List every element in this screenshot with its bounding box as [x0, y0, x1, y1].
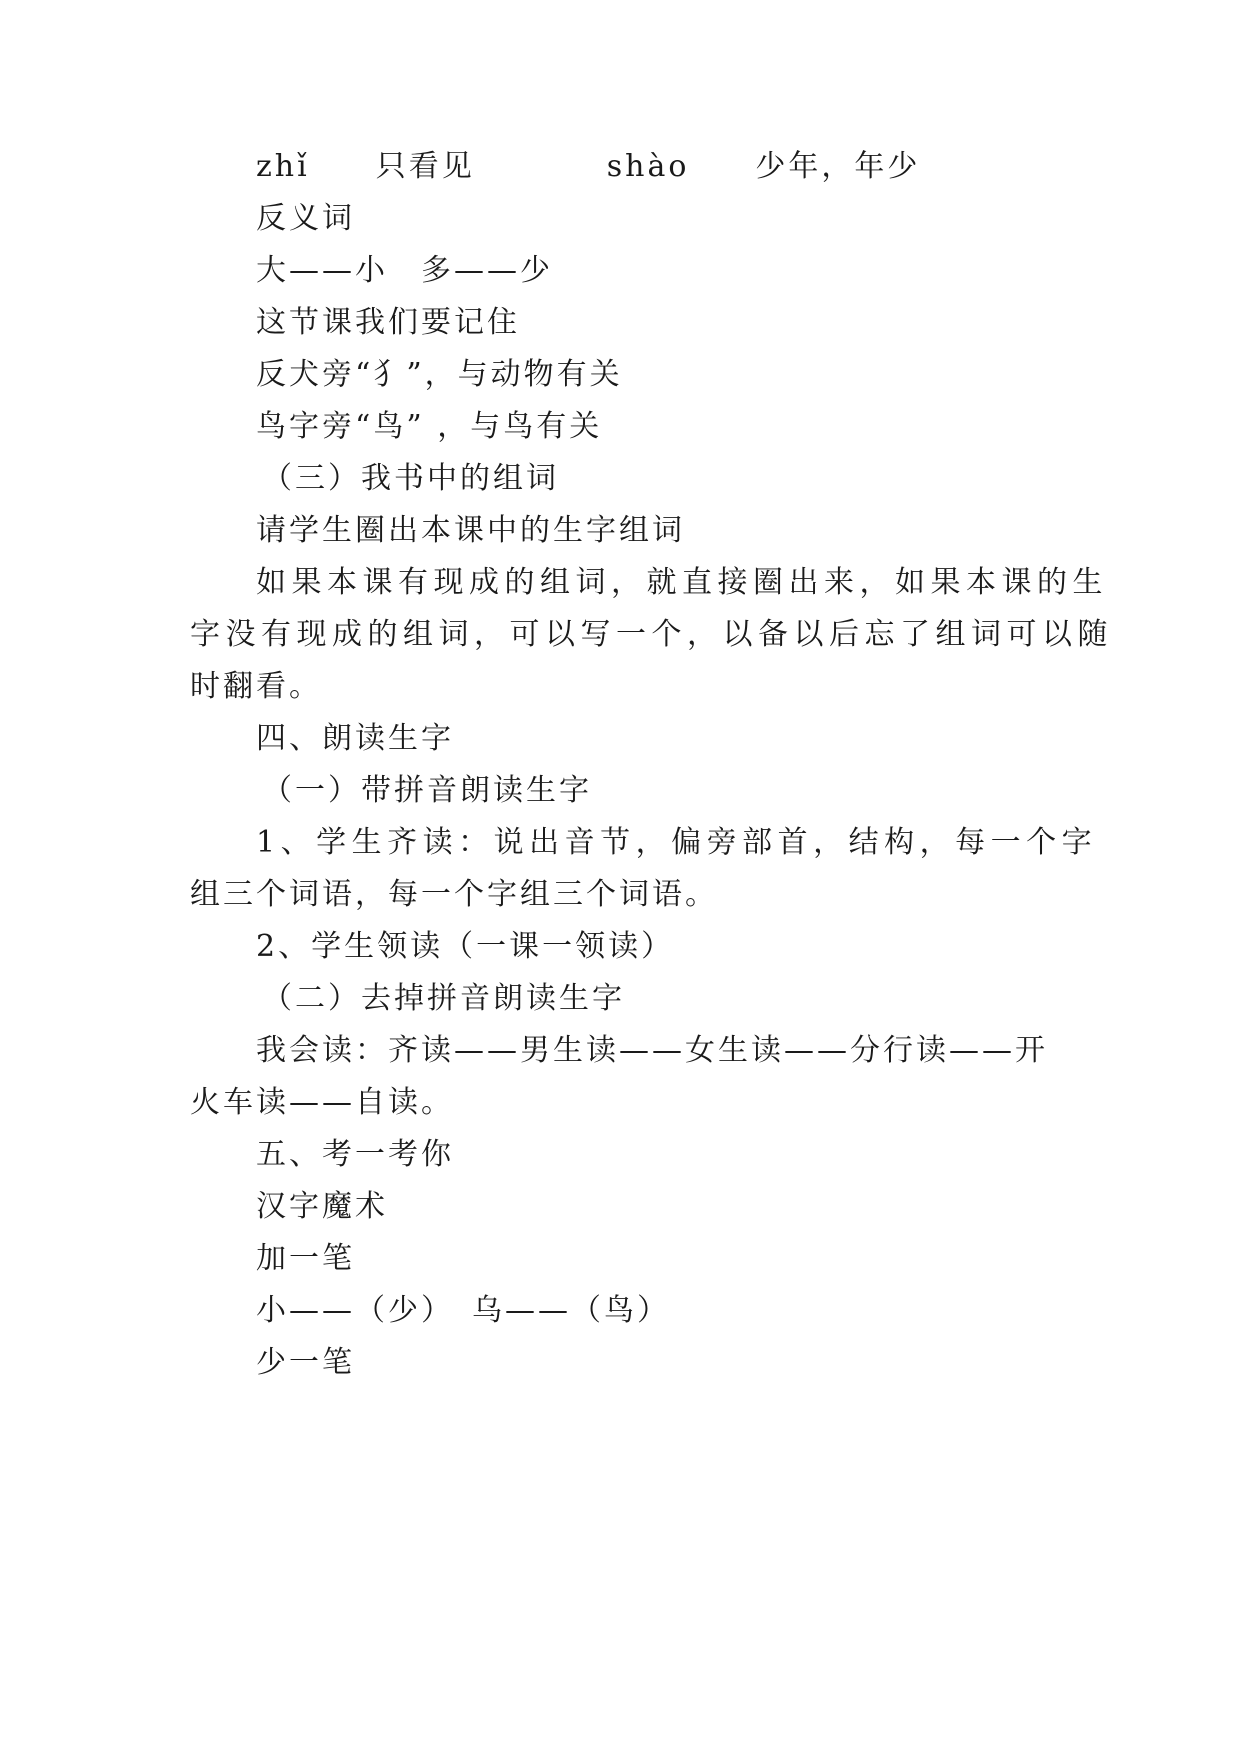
- paragraph-line: 这节课我们要记住: [256, 305, 520, 340]
- paragraph-line: 2、学生领读（一课一领读）: [256, 929, 675, 964]
- section-heading: （一）带拼音朗读生字: [262, 773, 592, 808]
- section-heading: （二）去掉拼音朗读生字: [262, 981, 625, 1016]
- paragraph-line: 时翻看。: [190, 669, 322, 704]
- paragraph-line: 我会读：齐读——男生读——女生读——分行读——开: [256, 1033, 1048, 1068]
- paragraph-line: 如果本课有现成的组词，就直接圈出来，如果本课的生: [256, 565, 1108, 600]
- radical-line-bird: 鸟字旁“鸟” ，与鸟有关: [256, 409, 603, 444]
- radical-line-dog: 反犬旁“犭”，与动物有关: [256, 357, 623, 392]
- paragraph-line: 字没有现成的组词，可以写一个，以备以后忘了组词可以随: [190, 617, 1113, 652]
- section-heading: （三）我书中的组词: [262, 461, 559, 496]
- paragraph-line: 少一笔: [256, 1345, 355, 1380]
- paragraph-line: 加一笔: [256, 1241, 355, 1276]
- paragraph-line: 小——（少） 乌——（鸟）: [256, 1293, 670, 1328]
- pinyin-line: zhǐ 只看见 shào 少年，年少: [256, 149, 921, 184]
- paragraph-line: 请学生圈出本课中的生字组词: [256, 513, 685, 548]
- paragraph-line: 汉字魔术: [256, 1189, 388, 1224]
- section-heading: 四、朗读生字: [256, 721, 454, 756]
- paragraph-line: 1、学生齐读：说出音节，偏旁部首，结构，每一个字: [256, 825, 1098, 860]
- antonym-pairs: 大——小 多——少: [256, 253, 553, 288]
- section-heading: 五、考一考你: [256, 1137, 454, 1172]
- paragraph-line: 火车读——自读。: [190, 1085, 454, 1120]
- paragraph-line: 组三个词语，每一个字组三个词语。: [190, 877, 718, 912]
- antonym-heading: 反义词: [256, 201, 355, 236]
